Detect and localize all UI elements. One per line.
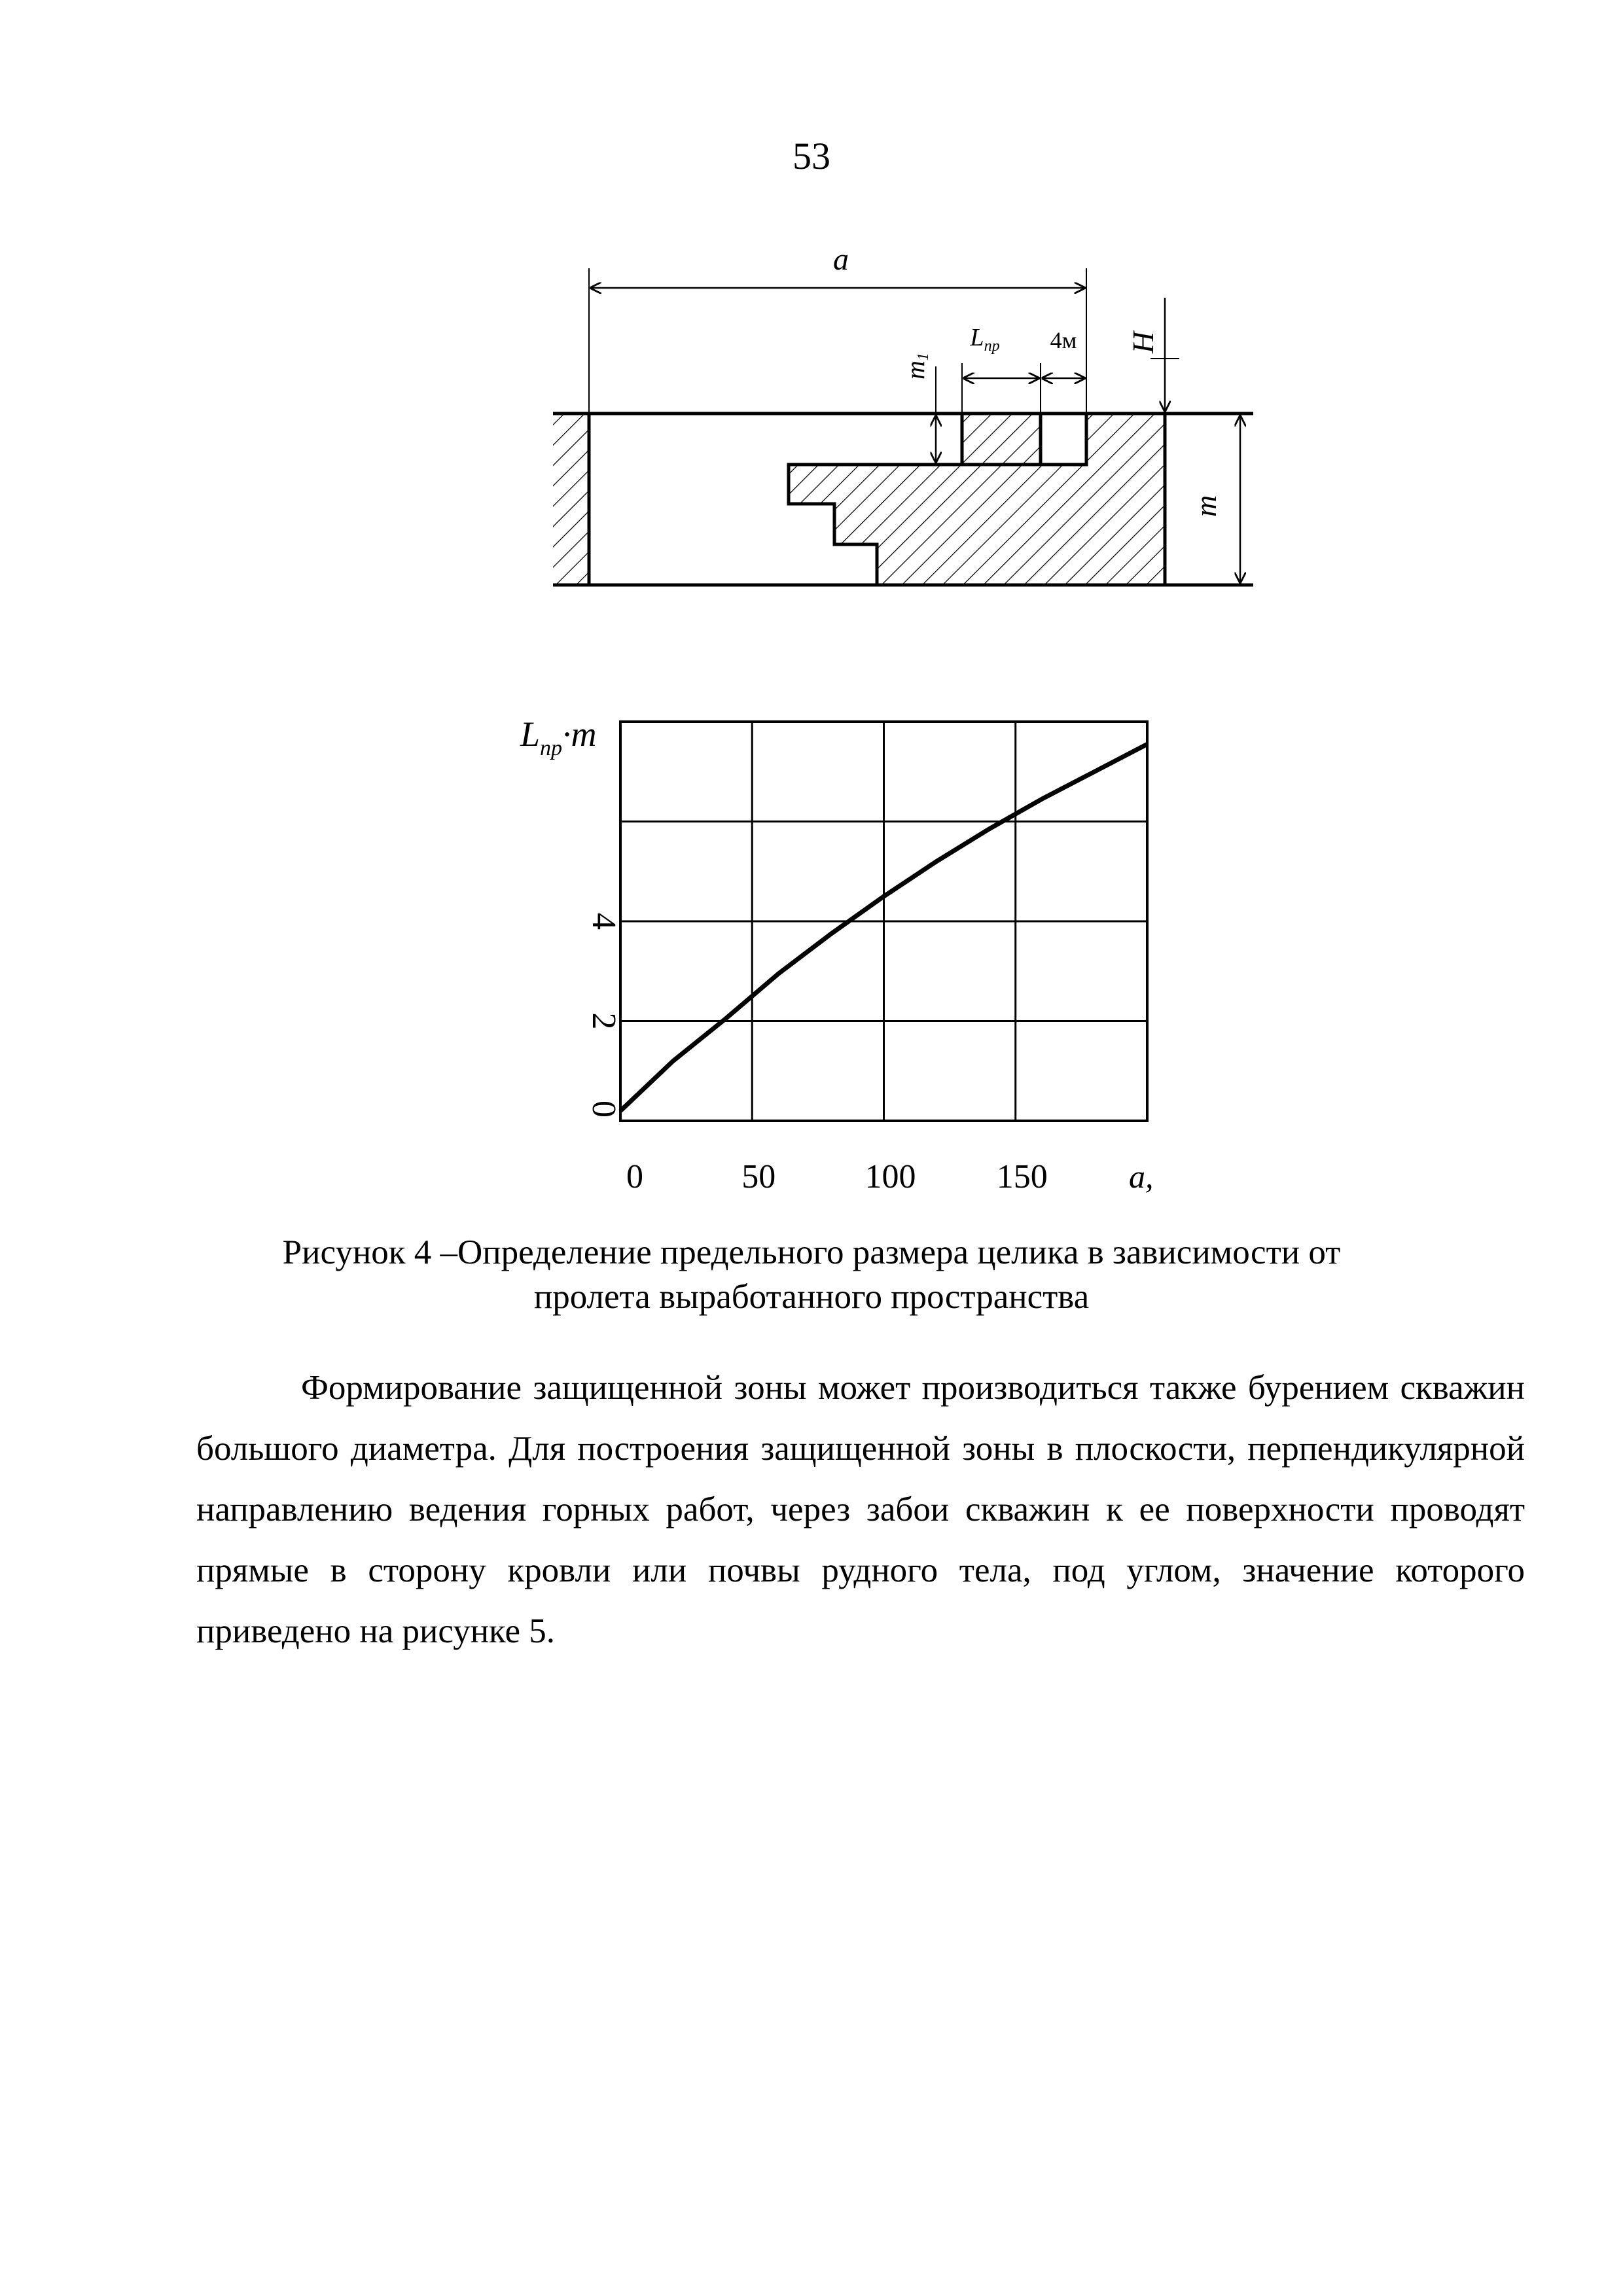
caption-line-1: Рисунок 4 –Определение предельного размера целика в зависимости от [282, 1233, 1341, 1271]
dim-m1-label: m1 [901, 353, 932, 380]
x-tick-label: 100 [865, 1158, 916, 1195]
y-tick-label: 2 [585, 1012, 622, 1030]
caption-line-2: пролета выработанного пространства [533, 1278, 1090, 1316]
x-tick-label: 0 [626, 1158, 643, 1195]
x-axis-label: a, [1129, 1158, 1154, 1195]
y-tick-label: 0 [585, 1101, 622, 1118]
dim-a-label: a [833, 242, 849, 277]
dim-h-label: H [1126, 331, 1160, 353]
page-number: 53 [793, 135, 830, 177]
body-text [196, 1358, 1525, 1662]
figure-caption [131, 1230, 1492, 1319]
dim-m-label: m [1189, 495, 1222, 517]
y-tick-label: 4 [585, 913, 622, 930]
x-tick-label: 50 [741, 1158, 776, 1195]
paragraph: Формирование защищенной зоны может производиться также бурением скважин большого диаметра. Для построения защищенной зоны в плоскости, перпендикулярной направлению ведения горных работ, через забои скважин к ее поверхности проводят прямые в сторону кровли или почвы рудного тела, под углом, значение которого приведено на рисунке 5. [196, 1369, 1525, 1650]
y-axis-label: $L_{пр}\cdot m$ [520, 715, 597, 760]
dim-4m-label: 4м [1050, 327, 1077, 353]
x-tick-label: 150 [996, 1158, 1048, 1195]
dim-l-label: $L_{пр}$ [970, 324, 1000, 355]
